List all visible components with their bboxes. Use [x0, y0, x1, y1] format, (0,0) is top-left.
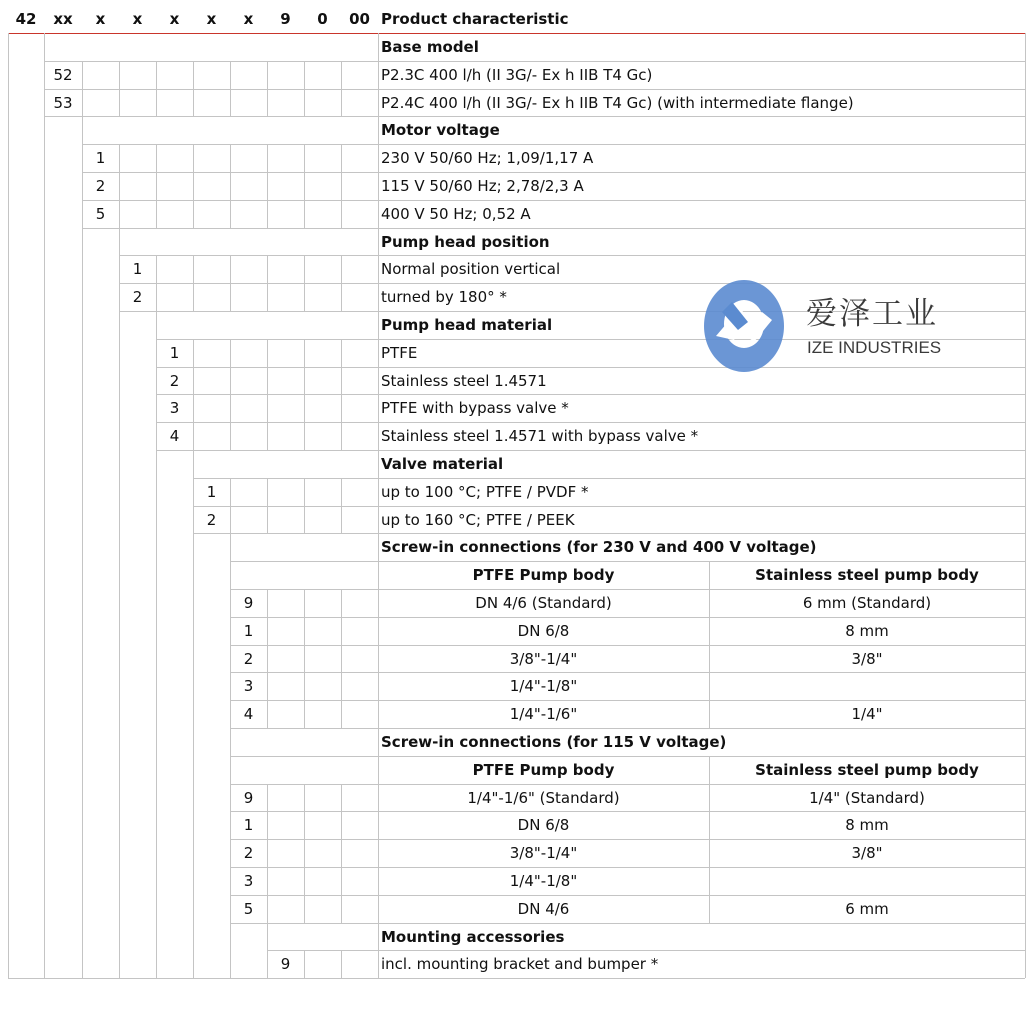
row-divider	[82, 172, 1025, 173]
option-stainless-value: 6 mm (Standard)	[802, 594, 932, 612]
staircase-line	[230, 533, 231, 978]
col-divider	[267, 478, 268, 506]
col-divider	[341, 89, 342, 117]
option-code: 5	[95, 204, 106, 223]
option-ptfe-value: 1/4"-1/8"	[509, 677, 578, 696]
col-divider	[304, 394, 305, 422]
col-divider	[341, 839, 342, 867]
option-code: 52	[53, 65, 73, 84]
staircase-line	[267, 923, 268, 979]
row-divider	[119, 255, 1025, 256]
col-divider	[341, 61, 342, 89]
col-divider	[119, 200, 120, 228]
option-ptfe-value: DN 6/8	[517, 816, 570, 835]
option-description: turned by 180° *	[381, 288, 507, 307]
column-heading-ptfe: PTFE Pump body	[472, 760, 615, 779]
row-divider	[230, 589, 1025, 590]
option-ptfe-value: 3/8"-1/4"	[509, 844, 578, 863]
col-divider	[378, 728, 379, 756]
column-heading-stainless: Stainless steel pump body	[755, 566, 979, 585]
row-divider	[44, 89, 1025, 90]
col-divider	[267, 61, 268, 89]
section-title: Screw-in connections (for 115 V voltage)	[381, 733, 727, 751]
col-divider	[230, 394, 231, 422]
col-divider	[119, 172, 120, 200]
watermark-logo	[700, 278, 970, 378]
col-divider	[193, 367, 194, 395]
option-ptfe-value: DN 6/8	[517, 621, 570, 640]
header-rule	[8, 33, 1025, 34]
option-code: 1	[206, 482, 217, 501]
row-divider	[230, 756, 1025, 757]
option-description: P2.3C 400 l/h (II 3G/- Ex h IIB T4 Gc)	[381, 65, 653, 84]
col-divider	[341, 950, 342, 978]
ize-logo-icon	[700, 278, 788, 372]
col-divider	[304, 172, 305, 200]
row-divider	[230, 923, 1025, 924]
header-code-col: xx	[53, 10, 73, 28]
col-divider	[193, 394, 194, 422]
header-code-col: 0	[317, 10, 328, 28]
row-divider	[82, 228, 1025, 229]
col-divider	[44, 33, 45, 978]
col-divider	[267, 200, 268, 228]
col-divider	[341, 645, 342, 673]
col-divider	[156, 144, 157, 172]
option-code: 2	[243, 649, 254, 668]
col-divider	[304, 617, 305, 645]
option-code: 1	[243, 621, 254, 640]
row-divider	[44, 61, 1025, 62]
option-ptfe-value: 1/4"-1/6" (Standard)	[467, 788, 620, 807]
col-divider	[341, 617, 342, 645]
staircase-line	[156, 311, 157, 978]
row-divider	[230, 784, 1025, 785]
col-divider	[267, 394, 268, 422]
col-divider	[267, 89, 268, 117]
col-divider	[304, 867, 305, 895]
option-code: 5	[243, 899, 254, 918]
option-code: 3	[169, 399, 180, 418]
col-divider	[304, 61, 305, 89]
col-divider	[230, 367, 231, 395]
col-divider	[267, 172, 268, 200]
col-divider	[378, 200, 379, 228]
row-divider	[267, 950, 1025, 951]
row-divider	[230, 839, 1025, 840]
col-divider	[193, 422, 194, 450]
row-divider	[193, 506, 1025, 507]
row-divider	[82, 200, 1025, 201]
row-divider	[230, 561, 1025, 562]
col-divider	[267, 339, 268, 367]
section-title: Screw-in connections (for 230 V and 400 V voltage)	[381, 538, 817, 557]
col-divider	[119, 89, 120, 117]
col-divider	[341, 811, 342, 839]
column-heading-stainless: Stainless steel pump body	[755, 760, 979, 779]
section-title: Mounting accessories	[381, 927, 565, 946]
col-divider	[267, 645, 268, 673]
col-divider	[709, 867, 710, 895]
col-divider	[341, 895, 342, 923]
option-stainless-value: 3/8"	[851, 649, 883, 668]
header-title: Product characteristic	[381, 10, 569, 28]
section-title: Pump head material	[381, 316, 553, 334]
header-code-col: 00	[349, 10, 370, 28]
col-divider	[304, 839, 305, 867]
col-divider	[378, 255, 379, 283]
col-divider	[378, 950, 379, 978]
option-code: 9	[243, 788, 254, 807]
col-divider	[304, 811, 305, 839]
staircase-line	[193, 450, 194, 978]
col-divider	[304, 645, 305, 673]
option-description: PTFE	[381, 343, 418, 362]
col-divider	[378, 283, 379, 311]
col-divider	[304, 89, 305, 117]
option-description: 230 V 50/60 Hz; 1,09/1,17 A	[381, 149, 594, 168]
row-divider	[230, 895, 1025, 896]
col-divider	[119, 61, 120, 89]
col-divider	[156, 172, 157, 200]
col-divider	[119, 144, 120, 172]
header-code-col: 9	[280, 10, 291, 28]
header-code-col: x	[169, 10, 180, 28]
row-divider	[156, 450, 1025, 451]
col-divider	[230, 339, 231, 367]
col-divider	[378, 339, 379, 367]
option-code: 4	[243, 705, 254, 724]
column-heading-ptfe: PTFE Pump body	[472, 566, 615, 585]
option-code: 1	[169, 343, 180, 362]
header-code-col: x	[95, 10, 106, 28]
option-code: 2	[95, 177, 106, 195]
option-code: 1	[95, 149, 106, 168]
section-title: Pump head position	[381, 232, 550, 251]
col-divider	[378, 450, 379, 478]
col-divider	[304, 478, 305, 506]
col-divider	[341, 422, 342, 450]
option-description: Stainless steel 1.4571 with bypass valve *	[381, 427, 699, 446]
col-divider	[193, 283, 194, 311]
col-divider	[230, 255, 231, 283]
col-divider	[304, 422, 305, 450]
col-divider	[378, 923, 379, 951]
row-divider	[230, 728, 1025, 729]
option-ptfe-value: DN 4/6 (Standard)	[475, 594, 612, 612]
col-divider	[267, 839, 268, 867]
col-divider	[341, 144, 342, 172]
logo-chinese-name: 爱泽工业	[806, 296, 938, 332]
col-divider	[230, 61, 231, 89]
option-stainless-value: 8 mm	[845, 621, 889, 640]
col-divider	[267, 506, 268, 534]
col-divider	[267, 811, 268, 839]
option-description: Stainless steel 1.4571	[381, 371, 547, 390]
col-divider	[341, 394, 342, 422]
row-divider	[230, 645, 1025, 646]
col-divider	[378, 478, 379, 506]
option-description: 400 V 50 Hz; 0,52 A	[381, 204, 531, 223]
col-divider	[304, 895, 305, 923]
option-code: 9	[243, 594, 254, 612]
header-code-col: 42	[15, 10, 37, 28]
logo-english-name: IZE INDUSTRIES	[807, 338, 942, 357]
row-divider	[82, 144, 1025, 145]
col-divider	[304, 367, 305, 395]
col-divider	[267, 784, 268, 812]
section-title: Valve material	[381, 455, 504, 473]
option-description: PTFE with bypass valve *	[381, 399, 569, 418]
col-divider	[230, 283, 231, 311]
option-description: up to 100 °C; PTFE / PVDF *	[381, 482, 589, 501]
col-divider	[156, 61, 157, 89]
col-divider	[304, 200, 305, 228]
col-divider	[341, 784, 342, 812]
header-code-col: x	[206, 10, 217, 28]
col-divider	[193, 144, 194, 172]
col-divider	[193, 172, 194, 200]
col-divider	[341, 367, 342, 395]
option-stainless-value: 1/4" (Standard)	[809, 788, 925, 807]
option-code: 2	[132, 288, 143, 307]
option-code: 2	[169, 371, 180, 390]
option-description: incl. mounting bracket and bumper *	[381, 955, 659, 974]
staircase-line	[119, 228, 120, 979]
col-divider	[378, 506, 379, 534]
row-divider	[230, 672, 1025, 673]
col-divider	[304, 283, 305, 311]
option-stainless-value: 1/4"	[851, 705, 883, 724]
option-code: 9	[280, 955, 291, 974]
row-divider	[156, 394, 1025, 395]
col-divider	[341, 700, 342, 728]
option-description: up to 160 °C; PTFE / PEEK	[381, 510, 575, 529]
col-divider	[304, 784, 305, 812]
header-code-col: x	[132, 10, 143, 28]
col-divider	[378, 228, 379, 256]
col-divider	[156, 200, 157, 228]
option-code: 2	[206, 510, 217, 529]
option-description: 115 V 50/60 Hz; 2,78/2,3 A	[381, 177, 584, 195]
row-divider	[230, 617, 1025, 618]
col-divider	[378, 33, 379, 61]
frame-left	[8, 33, 9, 978]
col-divider	[709, 672, 710, 700]
col-divider	[304, 339, 305, 367]
row-divider	[230, 811, 1025, 812]
col-divider	[230, 172, 231, 200]
section-title: Motor voltage	[381, 121, 500, 140]
col-divider	[230, 200, 231, 228]
col-divider	[230, 478, 231, 506]
staircase-line	[82, 116, 83, 978]
col-divider	[341, 478, 342, 506]
option-code: 3	[243, 677, 254, 696]
option-description: P2.4C 400 l/h (II 3G/- Ex h IIB T4 Gc) (with intermediate flange)	[381, 93, 854, 112]
col-divider	[378, 422, 379, 450]
option-code: 4	[169, 427, 180, 446]
row-divider	[193, 533, 1025, 534]
col-divider	[193, 200, 194, 228]
col-divider	[304, 950, 305, 978]
col-divider	[267, 617, 268, 645]
col-divider	[230, 89, 231, 117]
col-divider	[230, 422, 231, 450]
col-divider	[341, 672, 342, 700]
col-divider	[193, 339, 194, 367]
row-divider	[156, 422, 1025, 423]
header-code-col: x	[243, 10, 254, 28]
col-divider	[267, 589, 268, 617]
option-code: 53	[53, 93, 73, 112]
col-divider	[267, 700, 268, 728]
col-divider	[304, 144, 305, 172]
col-divider	[378, 367, 379, 395]
col-divider	[378, 61, 379, 89]
col-divider	[156, 89, 157, 117]
col-divider	[341, 255, 342, 283]
col-divider	[341, 867, 342, 895]
col-divider	[193, 89, 194, 117]
col-divider	[304, 255, 305, 283]
col-divider	[341, 339, 342, 367]
col-divider	[267, 367, 268, 395]
col-divider	[267, 867, 268, 895]
col-divider	[341, 589, 342, 617]
col-divider	[267, 422, 268, 450]
col-divider	[378, 172, 379, 200]
col-divider	[230, 144, 231, 172]
col-divider	[156, 255, 157, 283]
col-divider	[156, 283, 157, 311]
col-divider	[378, 394, 379, 422]
row-divider	[230, 867, 1025, 868]
col-divider	[378, 89, 379, 117]
row-divider	[230, 700, 1025, 701]
option-ptfe-value: DN 4/6	[517, 899, 570, 918]
option-code: 2	[243, 844, 254, 863]
col-divider	[378, 533, 379, 561]
frame-right	[1025, 33, 1026, 978]
col-divider	[304, 672, 305, 700]
col-divider	[341, 283, 342, 311]
option-code: 1	[243, 816, 254, 835]
col-divider	[304, 506, 305, 534]
option-stainless-value: 6 mm	[845, 899, 889, 918]
row-divider	[44, 116, 1025, 117]
col-divider	[378, 116, 379, 144]
option-stainless-value: 8 mm	[845, 816, 889, 835]
col-divider	[341, 506, 342, 534]
col-divider	[267, 255, 268, 283]
col-divider	[341, 172, 342, 200]
col-divider	[193, 61, 194, 89]
col-divider	[267, 895, 268, 923]
option-description: Normal position vertical	[381, 260, 561, 279]
table-bottom-border	[8, 978, 1025, 979]
section-title: Base model	[381, 38, 479, 56]
option-ptfe-value: 3/8"-1/4"	[509, 649, 578, 668]
option-ptfe-value: 1/4"-1/8"	[509, 872, 578, 890]
col-divider	[378, 144, 379, 172]
col-divider	[230, 506, 231, 534]
option-code: 1	[132, 260, 143, 279]
col-divider	[82, 89, 83, 117]
col-divider	[304, 589, 305, 617]
col-divider	[304, 700, 305, 728]
col-divider	[378, 311, 379, 339]
col-divider	[267, 144, 268, 172]
row-divider	[193, 478, 1025, 479]
option-ptfe-value: 1/4"-1/6"	[509, 705, 578, 724]
col-divider	[267, 672, 268, 700]
col-divider	[341, 200, 342, 228]
option-code: 3	[243, 872, 254, 890]
option-stainless-value: 3/8"	[851, 844, 883, 863]
col-divider	[82, 61, 83, 89]
col-divider	[193, 255, 194, 283]
col-divider	[267, 283, 268, 311]
